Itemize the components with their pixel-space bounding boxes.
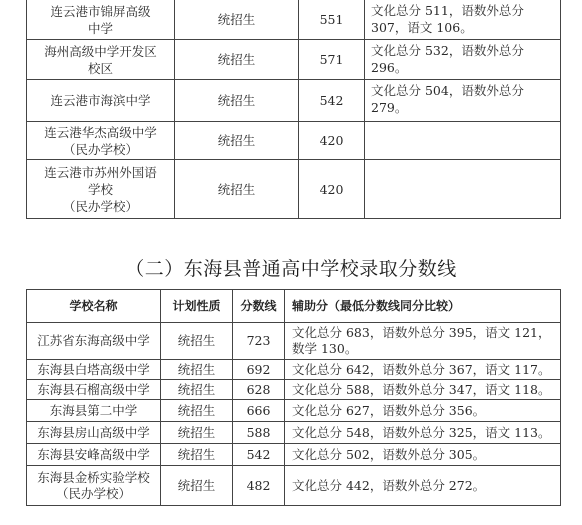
school-name-cell: 东海县第二中学 xyxy=(27,400,161,422)
aux-score-cell: 文化总分 504，语数外总分 279。 xyxy=(365,80,561,122)
aux-score-cell: 文化总分 442，语数外总分 272。 xyxy=(285,466,561,506)
header-plan-type: 计划性质 xyxy=(161,290,233,323)
school-name-cell: 连云港市海滨中学 xyxy=(27,80,175,122)
aux-score-cell: 文化总分 511，语数外总分 307，语文 106。 xyxy=(365,0,561,40)
aux-score-cell: 文化总分 627，语数外总分 356。 xyxy=(285,400,561,422)
score-cell: 588 xyxy=(233,422,285,444)
table-row xyxy=(27,80,561,122)
table-row xyxy=(27,40,561,80)
aux-score-cell xyxy=(365,122,561,160)
plan-type-cell: 统招生 xyxy=(161,466,233,506)
section-heading: （二）东海县普通高中学校录取分数线 xyxy=(125,258,457,280)
score-cell: 666 xyxy=(233,400,285,422)
table-row xyxy=(27,422,561,444)
school-name-cell: 连云港华杰高级中学 （民办学校） xyxy=(27,122,175,160)
aux-score-cell: 文化总分 588，语数外总分 347，语文 118。 xyxy=(285,380,561,400)
plan-type-cell: 统招生 xyxy=(175,80,299,122)
score-cell: 542 xyxy=(233,444,285,466)
score-cell: 571 xyxy=(299,40,365,80)
school-name-cell: 海州高级中学开发区 校区 xyxy=(27,40,175,80)
table-row xyxy=(27,0,561,40)
table-row xyxy=(27,380,561,400)
school-name-cell: 江苏省东海高级中学 xyxy=(27,323,161,360)
table-row xyxy=(27,466,561,506)
table-header-row xyxy=(27,290,561,323)
admission-table-donghai xyxy=(26,289,561,506)
plan-type-cell: 统招生 xyxy=(161,422,233,444)
score-cell: 420 xyxy=(299,160,365,219)
table-row xyxy=(27,400,561,422)
aux-score-cell: 文化总分 548，语数外总分 325，语文 113。 xyxy=(285,422,561,444)
plan-type-cell: 统招生 xyxy=(175,40,299,80)
plan-type-cell: 统招生 xyxy=(161,323,233,360)
plan-type-cell: 统招生 xyxy=(175,0,299,40)
plan-type-cell: 统招生 xyxy=(175,160,299,219)
score-cell: 692 xyxy=(233,360,285,380)
score-cell: 628 xyxy=(233,380,285,400)
plan-type-cell: 统招生 xyxy=(161,380,233,400)
admission-table-lianyungang xyxy=(26,0,561,219)
aux-score-cell: 文化总分 683，语数外总分 395，语文 121， 数学 130。 xyxy=(285,323,561,360)
plan-type-cell: 统招生 xyxy=(175,122,299,160)
header-aux-score: 辅助分（最低分数线同分比较） xyxy=(285,290,561,323)
table-row xyxy=(27,323,561,360)
aux-score-cell: 文化总分 532，语数外总分 296。 xyxy=(365,40,561,80)
table-row xyxy=(27,122,561,160)
score-cell: 723 xyxy=(233,323,285,360)
score-cell: 551 xyxy=(299,0,365,40)
school-name-cell: 东海县白塔高级中学 xyxy=(27,360,161,380)
school-name-cell: 东海县金桥实验学校 （民办学校） xyxy=(27,466,161,506)
aux-score-cell xyxy=(365,160,561,219)
table-row xyxy=(27,160,561,219)
header-score: 分数线 xyxy=(233,290,285,323)
school-name-cell: 连云港市苏州外国语 学校 （民办学校） xyxy=(27,160,175,219)
plan-type-cell: 统招生 xyxy=(161,400,233,422)
score-cell: 542 xyxy=(299,80,365,122)
plan-type-cell: 统招生 xyxy=(161,444,233,466)
score-cell: 420 xyxy=(299,122,365,160)
school-name-cell: 东海县石榴高级中学 xyxy=(27,380,161,400)
header-school-name: 学校名称 xyxy=(27,290,161,323)
school-name-cell: 东海县房山高级中学 xyxy=(27,422,161,444)
aux-score-cell: 文化总分 642，语数外总分 367，语文 117。 xyxy=(285,360,561,380)
school-name-cell: 东海县安峰高级中学 xyxy=(27,444,161,466)
table-row xyxy=(27,444,561,466)
table-row xyxy=(27,360,561,380)
school-name-cell: 连云港市锦屏高级 中学 xyxy=(27,0,175,40)
plan-type-cell: 统招生 xyxy=(161,360,233,380)
score-cell: 482 xyxy=(233,466,285,506)
aux-score-cell: 文化总分 502，语数外总分 305。 xyxy=(285,444,561,466)
